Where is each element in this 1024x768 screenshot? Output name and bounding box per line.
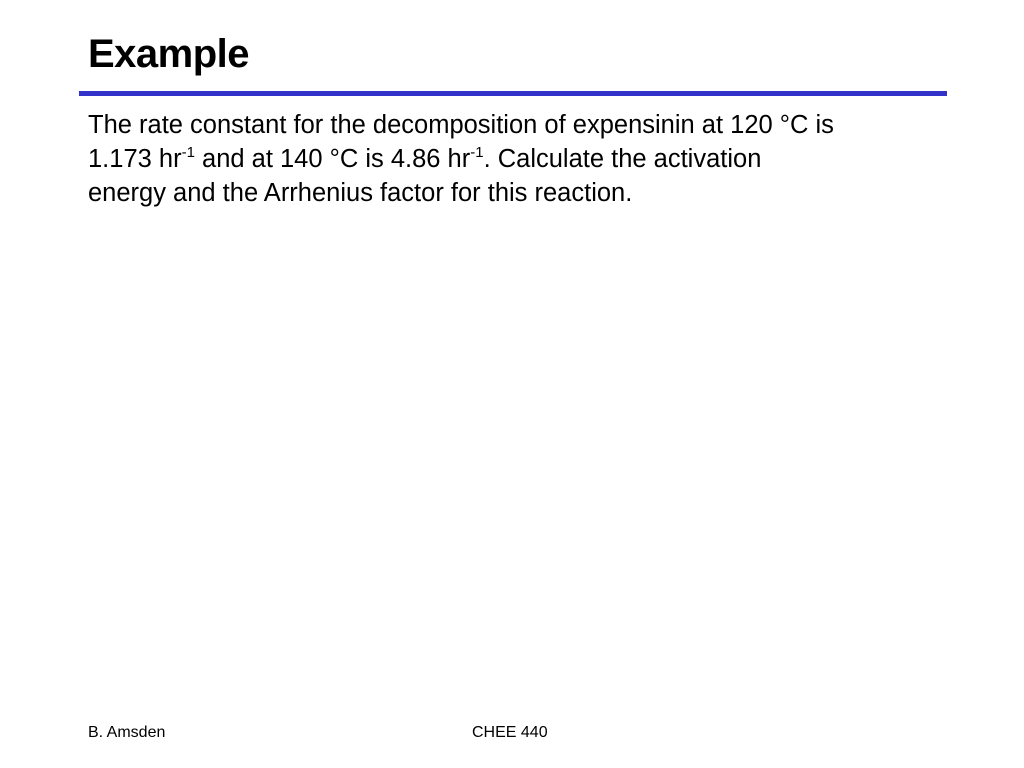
title-underline (79, 91, 947, 96)
footer-author: B. Amsden (88, 724, 166, 741)
problem-line-1: The rate constant for the decomposition of expensinin at 120 °C is (88, 111, 834, 139)
footer-course: CHEE 440 (472, 724, 548, 741)
superscript-exponent: -1 (470, 144, 484, 161)
slide-title: Example (88, 32, 250, 76)
superscript-exponent: -1 (181, 144, 195, 161)
problem-line-2-part-c: . Calculate the activation (483, 145, 762, 173)
problem-line-3: energy and the Arrhenius factor for this reaction. (88, 179, 633, 207)
problem-statement (88, 108, 948, 210)
problem-line-2-part-a: 1.173 hr (88, 145, 182, 173)
problem-line-2-part-b: and at 140 °C is 4.86 hr (194, 145, 471, 173)
